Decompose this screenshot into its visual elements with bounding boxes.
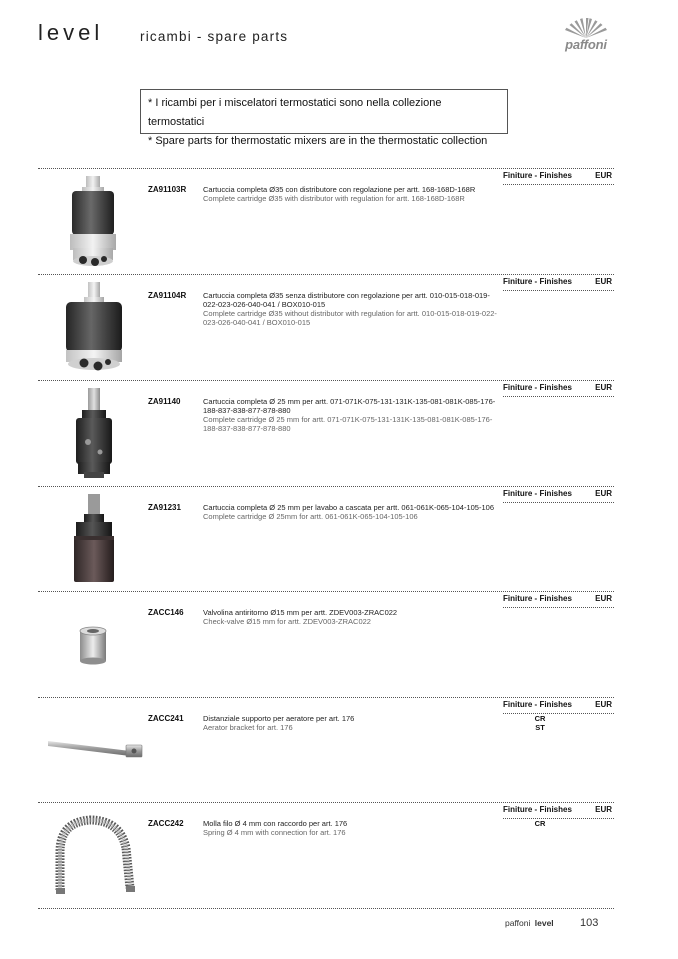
- finish-code: CR: [534, 819, 546, 828]
- finish-code: ST: [535, 722, 545, 732]
- part-row: [38, 697, 614, 803]
- part-desc-it: Cartuccia completa Ø 25 mm per lavabo a cascata per artt. 061-061K-065-104-105-106: [203, 503, 494, 512]
- finishes-header: Finiture - Finishes: [503, 594, 572, 603]
- page-subtitle: ricambi - spare parts: [140, 29, 289, 44]
- cartridge-25mm-image: [48, 386, 138, 482]
- part-desc-it: Distanziale supporto per aeratore per art. 176: [203, 714, 355, 723]
- part-desc-it: Cartuccia completa Ø35 con distributore con regolazione per artt. 168-168D-168R: [203, 185, 476, 194]
- part-desc-it: Cartuccia completa Ø35 senza distributore con regolazione per artt. 010-015-018-019-022-023-026-040-041 / BOX010-015: [203, 291, 490, 309]
- part-code: ZA91104R: [148, 291, 187, 300]
- part-desc-en: Check-valve Ø15 mm for artt. ZDEV003-ZRAC022: [203, 617, 371, 626]
- aerator-bracket-image: [40, 703, 160, 799]
- part-code: ZACC242: [148, 819, 184, 828]
- part-row: [38, 591, 614, 697]
- footer-brand: paffoni: [505, 918, 531, 928]
- part-code: ZA91140: [148, 397, 181, 406]
- finishes-header: Finiture - Finishes: [503, 700, 572, 709]
- finishes-header: Finiture - Finishes: [503, 277, 572, 286]
- finishes-header: Finiture - Finishes: [503, 805, 572, 814]
- currency-header: EUR: [595, 700, 612, 709]
- currency-header: EUR: [595, 489, 612, 498]
- part-code: ZACC241: [148, 714, 184, 723]
- currency-header: EUR: [595, 594, 612, 603]
- part-desc-en: Complete cartridge Ø 25mm for artt. 061-061K-065-104-105-106: [203, 512, 418, 521]
- currency-header: EUR: [595, 171, 612, 180]
- part-code: ZA91103R: [148, 185, 187, 194]
- part-row: [38, 802, 614, 908]
- finish-code: CR: [534, 714, 546, 723]
- logo-wordmark: paffoni: [565, 37, 607, 52]
- part-row: [38, 168, 614, 274]
- spring-image: [50, 808, 150, 904]
- notice-line-it: * I ricambi per i miscelatori termostatici sono nella collezione termostatici: [148, 97, 442, 128]
- cartridge-35mm-with-distributor-image: [48, 174, 138, 270]
- currency-header: EUR: [595, 805, 612, 814]
- footer-collection: level: [534, 918, 554, 928]
- finishes-header: Finiture - Finishes: [503, 383, 572, 392]
- part-desc-it: Cartuccia completa Ø 25 mm per artt. 071-071K-075-131-131K-135-081-081K-085-176-188-837-838-877-878-880: [203, 397, 496, 415]
- brand-title: level: [38, 20, 104, 45]
- part-row: [38, 380, 614, 486]
- page-number: 103: [580, 917, 599, 929]
- part-desc-en: Complete cartridge Ø 25 mm for artt. 071-071K-075-131-131K-135-081-081K-085-176-188-837-838-877-878-880: [203, 415, 493, 433]
- bottom-divider: [38, 908, 614, 909]
- part-code: ZA91231: [148, 503, 181, 512]
- cartridge-35mm-without-distributor-image: [48, 280, 138, 376]
- footer: [505, 918, 554, 928]
- cartridge-25mm-cascade-image: [48, 492, 138, 588]
- part-row: [38, 486, 614, 592]
- part-desc-it: Molla filo Ø 4 mm con raccordo per art. 176: [203, 819, 348, 828]
- finishes-header: Finiture - Finishes: [503, 489, 572, 498]
- notice-line-en: * Spare parts for thermostatic mixers are in the thermostatic collection: [148, 135, 488, 147]
- part-desc-en: Complete cartridge Ø35 with distributor with regulation for artt. 168-168D-168R: [203, 194, 465, 203]
- paffoni-logo: [555, 14, 617, 54]
- currency-header: EUR: [595, 383, 612, 392]
- part-desc-en: Aerator bracket for art. 176: [203, 723, 293, 732]
- check-valve-image: [48, 597, 138, 693]
- part-row: [38, 274, 614, 380]
- part-code: ZACC146: [148, 608, 184, 617]
- currency-header: EUR: [595, 277, 612, 286]
- part-desc-en: Spring Ø 4 mm with connection for art. 176: [203, 828, 346, 837]
- part-desc-en: Complete cartridge Ø35 without distributor with regulation for artt. 010-015-018-019-022-023-026-040-041 / BOX010-015: [203, 309, 497, 327]
- finishes-header: Finiture - Finishes: [503, 171, 572, 180]
- notice-box: [140, 89, 508, 147]
- part-desc-it: Valvolina antiritorno Ø15 mm per artt. ZDEV003-ZRAC022: [203, 608, 398, 617]
